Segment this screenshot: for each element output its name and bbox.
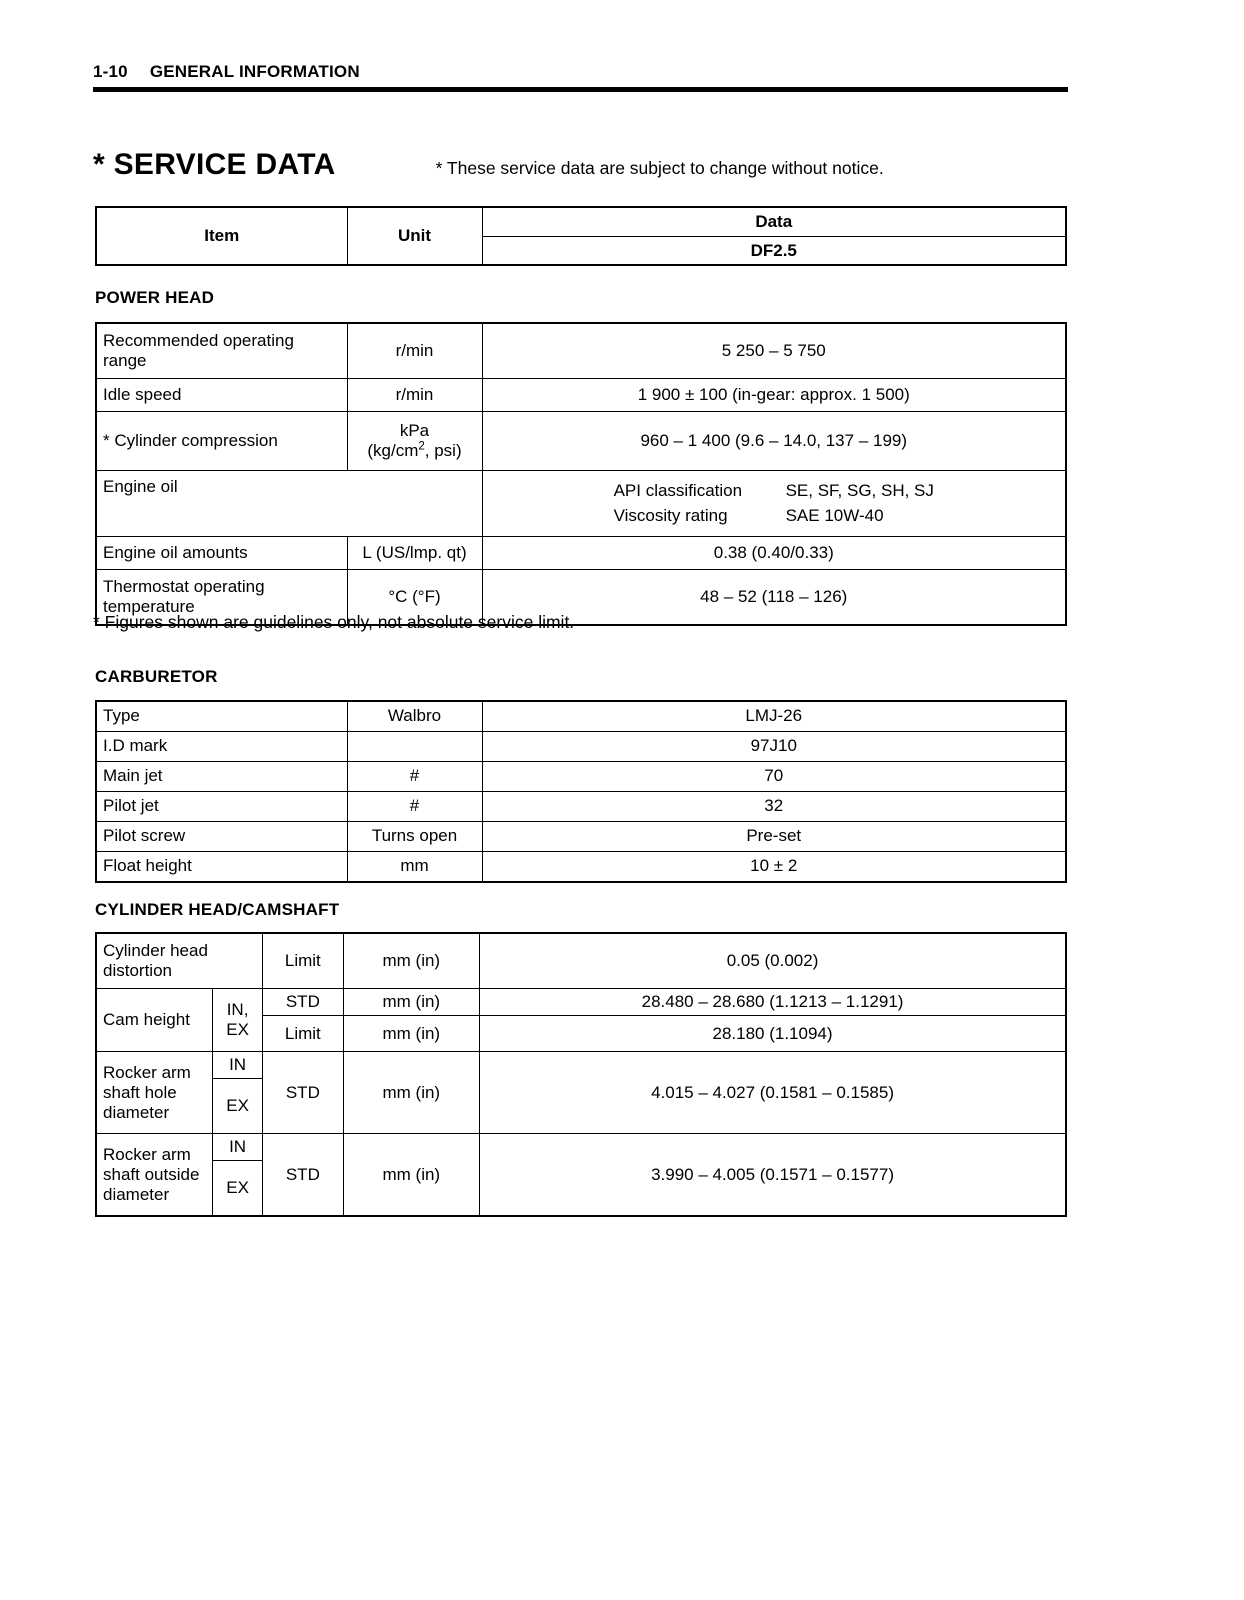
row-unit: # (347, 792, 482, 822)
row-spec: STD (263, 1134, 343, 1217)
row-unit: mm (in) (343, 1134, 480, 1217)
row-data: Pre-set (482, 822, 1066, 852)
column-header-table-wrapper (95, 206, 1067, 266)
row-data: 0.05 (0.002) (480, 933, 1066, 989)
engine-oil-line (614, 504, 934, 529)
row-inex-line2: EX (226, 1020, 249, 1040)
header-item: Item (96, 207, 347, 265)
table-row (96, 1052, 1066, 1079)
row-spec: STD (263, 1052, 343, 1134)
row-unit: r/min (347, 379, 482, 412)
section-caption-power-head: POWER HEAD (95, 288, 215, 307)
table-row (96, 471, 1066, 537)
table-row (96, 323, 1066, 379)
row-unit-line1: kPa (399, 420, 430, 440)
header-data: Data (483, 208, 1066, 236)
row-inex-ex: EX (212, 1079, 262, 1134)
row-item: Rocker arm shaft outside diameter (96, 1134, 212, 1217)
column-header-table (95, 206, 1067, 266)
row-unit: L (US/lmp. qt) (347, 537, 482, 570)
power-head-table-wrapper (95, 322, 1067, 626)
row-data: 960 – 1 400 (9.6 – 14.0, 137 – 199) (482, 412, 1066, 471)
page-title: * SERVICE DATA (93, 148, 336, 181)
table-row (96, 701, 1066, 732)
row-spec: STD (263, 989, 343, 1016)
row-inex-ex: EX (212, 1161, 262, 1217)
row-inex (212, 989, 262, 1052)
row-item: Type (96, 701, 347, 732)
row-inex-line1: IN, (226, 999, 249, 1019)
row-data: 10 ± 2 (482, 852, 1066, 883)
row-spec: Limit (263, 1016, 343, 1052)
chapter-title: GENERAL INFORMATION (149, 62, 360, 81)
row-item: Main jet (96, 762, 347, 792)
row-data: 48 – 52 (118 – 126) (482, 570, 1066, 626)
carburetor-table-wrapper (95, 700, 1067, 883)
table-row (96, 822, 1066, 852)
page-header-line (93, 62, 1068, 82)
row-data (482, 471, 1066, 537)
table-row (96, 207, 1066, 265)
section-caption-carburetor: CARBURETOR (95, 667, 218, 686)
row-item: Float height (96, 852, 347, 883)
engine-oil-spec-block (614, 479, 934, 528)
engine-oil-value: SE, SF, SG, SH, SJ (785, 480, 934, 500)
table-row (96, 762, 1066, 792)
row-data: 3.990 – 4.005 (0.1571 – 0.1577) (480, 1134, 1066, 1217)
row-unit: mm (in) (343, 933, 480, 989)
table-row (96, 989, 1066, 1016)
carburetor-table (95, 700, 1067, 883)
row-unit (347, 732, 482, 762)
table-row (96, 792, 1066, 822)
power-head-table (95, 322, 1067, 626)
row-item: Recommended operating range (96, 323, 347, 379)
table-row (96, 732, 1066, 762)
row-data: 0.38 (0.40/0.33) (482, 537, 1066, 570)
cylinder-head-camshaft-table-wrapper (95, 932, 1067, 1217)
row-data: LMJ-26 (482, 701, 1066, 732)
row-unit: mm (in) (343, 1052, 480, 1134)
row-data: 97J10 (482, 732, 1066, 762)
row-unit: Walbro (347, 701, 482, 732)
service-data-title-row (93, 148, 1068, 182)
row-item: Engine oil (96, 471, 482, 537)
row-unit: mm (in) (343, 1016, 480, 1052)
row-unit: # (347, 762, 482, 792)
row-unit: Turns open (347, 822, 482, 852)
page-number: 1-10 (93, 62, 128, 81)
row-item: Rocker arm shaft hole diameter (96, 1052, 212, 1134)
table-row (96, 412, 1066, 471)
page-header (93, 62, 1068, 92)
row-item: Idle speed (96, 379, 347, 412)
row-item: * Cylinder compression (96, 412, 347, 471)
table-row (96, 537, 1066, 570)
row-item: Thermostat operating temperature (96, 570, 347, 626)
header-rule (93, 87, 1068, 92)
row-unit: r/min (347, 323, 482, 379)
row-data: 28.180 (1.1094) (480, 1016, 1066, 1052)
row-data: 1 900 ± 100 (in-gear: approx. 1 500) (482, 379, 1066, 412)
row-item: Pilot jet (96, 792, 347, 822)
table-row (96, 933, 1066, 989)
row-item: Engine oil amounts (96, 537, 347, 570)
row-data: 70 (482, 762, 1066, 792)
table-row (96, 1134, 1066, 1161)
row-data: 5 250 – 5 750 (482, 323, 1066, 379)
engine-oil-label: Viscosity rating (613, 505, 728, 525)
cylinder-head-camshaft-table (95, 932, 1067, 1217)
row-inex-in: IN (212, 1052, 262, 1079)
header-data-cell (482, 207, 1066, 265)
power-head-footnote: * Figures shown are guidelines only, not absolute service limit. (93, 612, 575, 632)
row-data: 28.480 – 28.680 (1.1213 – 1.1291) (480, 989, 1066, 1016)
row-spec: Limit (263, 933, 343, 989)
row-unit: °C (°F) (347, 570, 482, 626)
header-model: DF2.5 (750, 240, 797, 260)
title-disclaimer: * These service data are subject to change without notice. (435, 158, 884, 178)
row-item: Cam height (96, 989, 212, 1052)
row-item: Cylinder head distortion (96, 933, 263, 989)
engine-oil-label: API classification (613, 480, 743, 500)
row-data: 32 (482, 792, 1066, 822)
engine-oil-line (614, 479, 934, 504)
table-row (96, 379, 1066, 412)
row-data: 4.015 – 4.027 (0.1581 – 0.1585) (480, 1052, 1066, 1134)
row-unit: mm (347, 852, 482, 883)
row-inex-in: IN (212, 1134, 262, 1161)
row-unit-line2: ($kg/cm^2$, psi) (367, 440, 462, 460)
header-unit: Unit (347, 207, 482, 265)
row-item: Pilot screw (96, 822, 347, 852)
section-caption-cylinder-head-camshaft: CYLINDER HEAD/CAMSHAFT (95, 900, 340, 919)
row-unit (347, 412, 482, 471)
table-row (96, 852, 1066, 883)
engine-oil-value: SAE 10W-40 (785, 505, 884, 525)
row-item: I.D mark (96, 732, 347, 762)
row-unit: mm (in) (343, 989, 480, 1016)
